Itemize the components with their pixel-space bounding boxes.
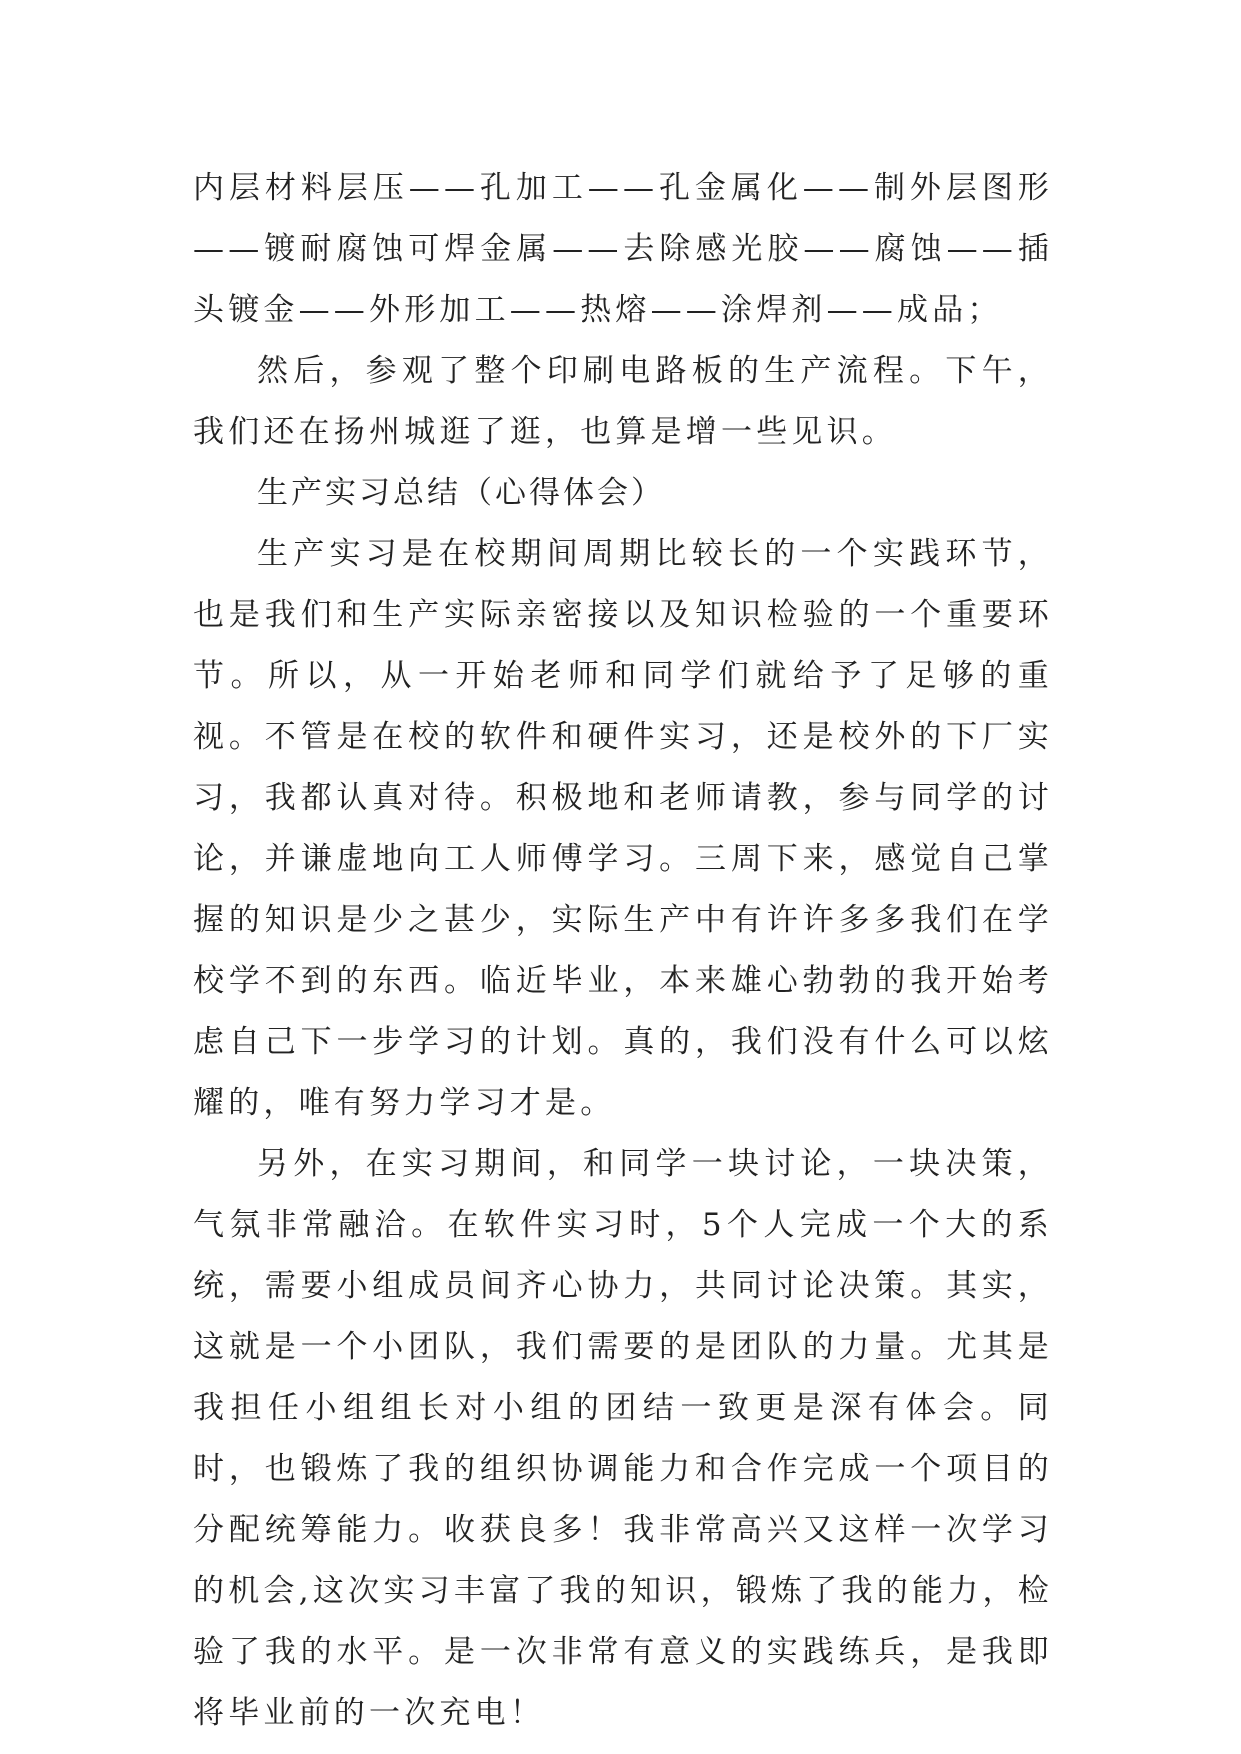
process-flow-paragraph: 内层材料层压——孔加工——孔金属化——制外层图形——镀耐腐蚀可焊金属——去除感光胶——腐蚀——插头镀金——外形加工——热熔——涂焊剂——成品； [193,170,1053,328]
document-body [193,158,1053,1744]
summary-paragraph-1: 生产实习是在校期间周期比较长的一个实践环节，也是我们和生产实际亲密接以及知识检验的一个重要环节。所以，从一开始老师和同学们就给予了足够的重视。不管是在校的软件和硬件实习，还是校外的下厂实习，我都认真对待。积极地和老师请教，参与同学的讨论，并谦虚地向工人师傅学习。三周下来，感觉自己掌握的知识是少之甚少，实际生产中有许许多多我们在学校学不到的东西。临近毕业，本来雄心勃勃的我开始考虑自己下一步学习的计划。真的，我们没有什么可以炫耀的，唯有努力学习才是。 [193,536,1053,1121]
summary-paragraph-2: 另外，在实习期间，和同学一块讨论，一块决策，气氛非常融洽。在软件实习时，5个人完成一个大的系统，需要小组成员间齐心协力，共同讨论决策。其实，这就是一个小团队，我们需要的是团队的力量。尤其是我担任小组组长对小组的团结一致更是深有体会。同时，也锻炼了我的组织协调能力和合作完成一个项目的分配统筹能力。收获良多！我非常高兴又这样一次学习的机会,这次实习丰富了我的知识，锻炼了我的能力，检验了我的水平。是一次非常有意义的实践练兵，是我即将毕业前的一次充电！ [193,1146,1053,1731]
summary-heading: 生产实习总结（心得体会） [257,475,665,511]
visit-paragraph: 然后，参观了整个印刷电路板的生产流程。下午，我们还在扬州城逛了逛，也算是增一些见识。 [193,353,1053,450]
